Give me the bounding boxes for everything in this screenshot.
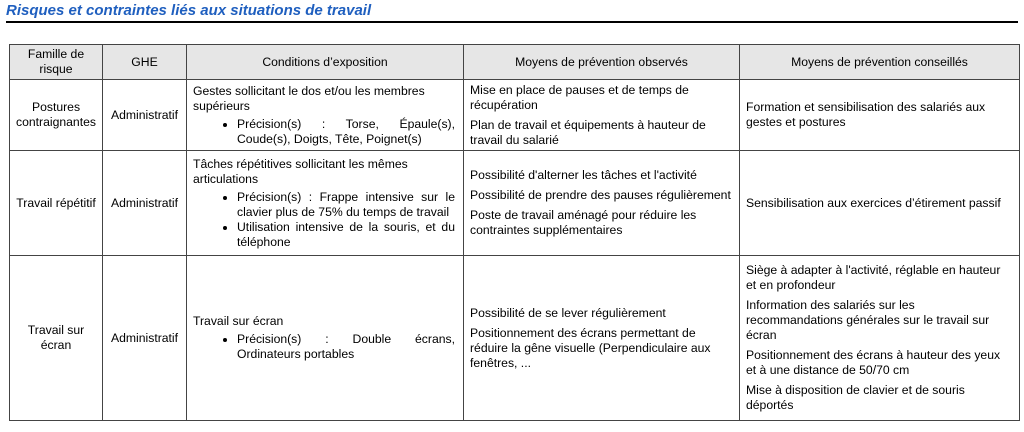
table-row [10,80,1020,151]
ghe-cell: Administratif [103,151,187,256]
title-underline [6,21,1018,23]
bullet-item: • Précision(s) : Frappe intensive sur le clavier plus de 75% du temps de travail [237,190,457,220]
table-row [10,151,1020,256]
conseilles-item: Mise à disposition de clavier et de souris déportés [746,383,965,412]
conditions-bullets [193,332,457,362]
header-famille: Famille de risque [10,45,103,80]
conditions-cell [187,151,464,256]
observes-item: Possibilité d'alterner les tâches et l'activité [470,168,697,182]
observes-cell [464,151,740,256]
observes-cell [464,80,740,151]
bullet-item: • Utilisation intensive de la souris, et du téléphone [237,220,457,250]
conseilles-item: Formation et sensibilisation des salariés aux gestes et postures [746,100,986,129]
famille-cell: Travail sur écran [10,256,103,421]
conseilles-item: Positionnement des écrans à hauteur des yeux et à une distance de 50/70 cm [746,348,1001,377]
section-title: Risques et contraintes liés aux situations de travail [6,2,372,19]
header-row [10,45,1020,80]
observes-item: Positionnement des écrans permettant de réduire la gêne visuelle (Perpendiculaire aux fenêtres, ... [470,325,711,370]
table-row [10,256,1020,421]
header-observes: Moyens de prévention observés [464,45,740,80]
observes-item: Plan de travail et équipements à hauteur de travail du salarié [470,117,706,147]
conseilles-cell [740,151,1020,256]
header-conditions: Conditions d’exposition [187,45,464,80]
conseilles-cell [740,256,1020,421]
conditions-text: Tâches répétitives sollicitant les mêmes articulations [193,156,408,186]
observes-item: Possibilité de prendre des pauses régulièrement [470,188,731,202]
conditions-cell [187,256,464,421]
ghe-cell: Administratif [103,256,187,421]
observes-cell [464,256,740,421]
observes-item: Mise en place de pauses et de temps de récupération [470,82,689,112]
bullet-item: • Précision(s) : Torse, Épaule(s), Coude(s), Doigts, Tête, Poignet(s) [237,117,457,147]
header-ghe: GHE [103,45,187,80]
bullet-item: • Précision(s) : Double écrans, Ordinateurs portables [237,332,457,362]
observes-item: Poste de travail aménagé pour réduire les contraintes supplémentaires [470,208,697,237]
risk-table [9,44,1020,421]
conditions-text: Travail sur écran [193,314,284,328]
observes-item: Possibilité de se lever régulièrement [470,305,666,320]
conditions-bullets [193,117,457,147]
conseilles-item: Siège à adapter à l'activité, réglable en hauteur et en profondeur [746,263,1001,292]
famille-cell: Travail répétitif [10,151,103,256]
header-conseilles: Moyens de prévention conseillés [740,45,1020,80]
ghe-cell: Administratif [103,80,187,151]
conditions-bullets [193,190,457,250]
conseilles-cell [740,80,1020,151]
famille-cell: Postures contraignantes [10,80,103,151]
conseilles-item: Sensibilisation aux exercices d’étirement passif [746,195,1001,210]
conseilles-item: Information des salariés sur les recommandations générales sur le travail sur écran [746,298,990,342]
conditions-cell [187,80,464,151]
conditions-text: Gestes sollicitant le dos et/ou les membres supérieurs [193,83,425,113]
